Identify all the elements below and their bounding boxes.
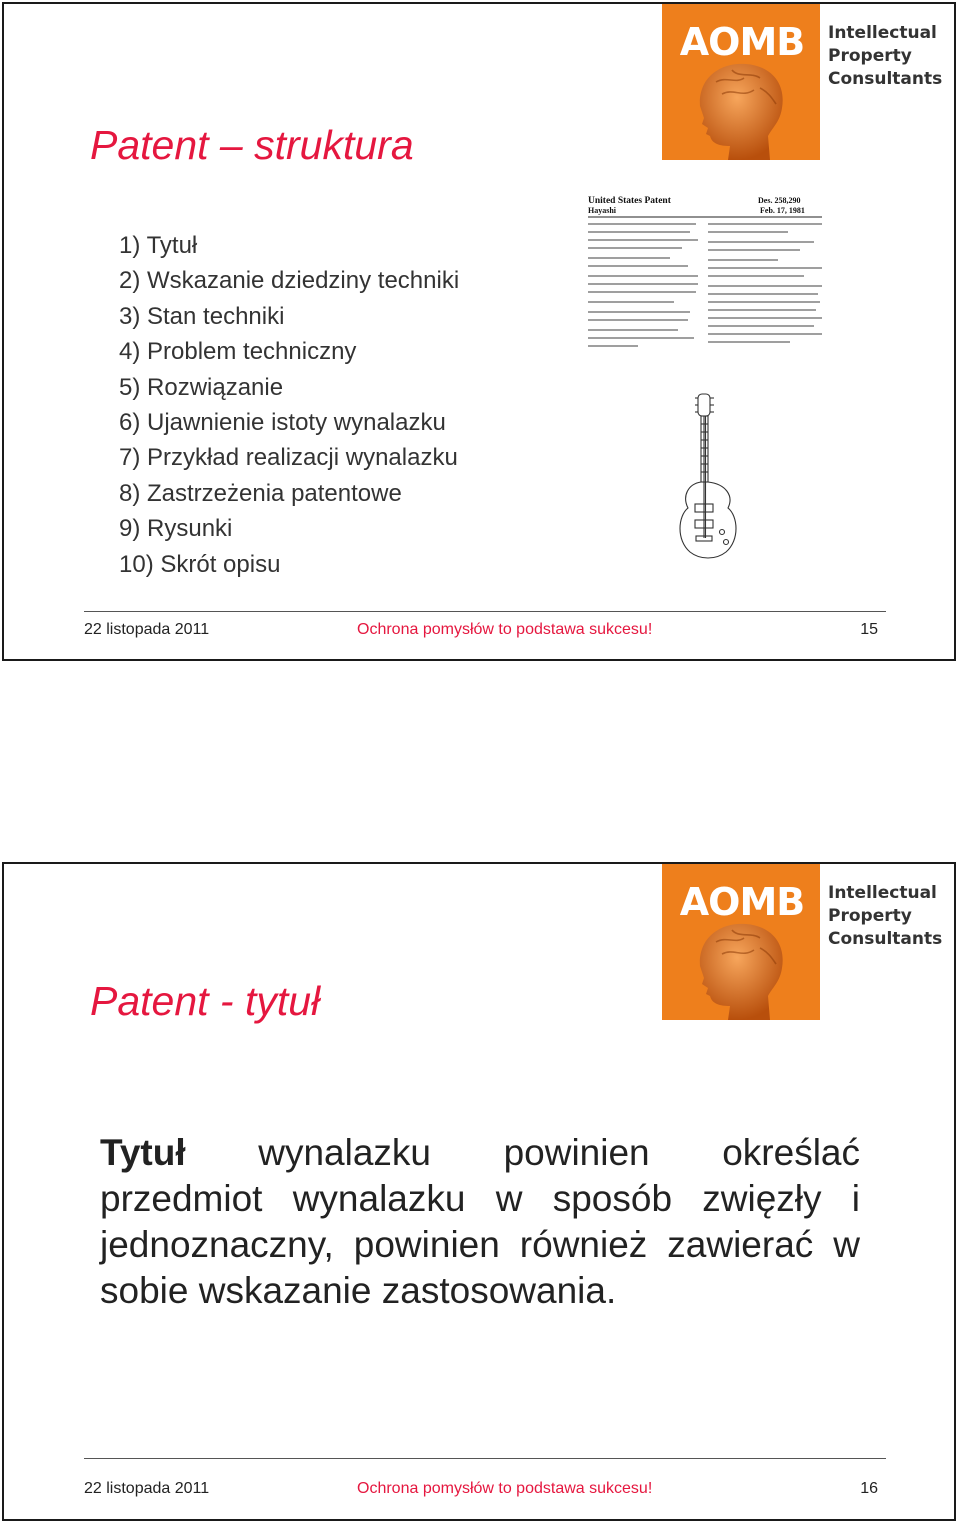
list-item: 1) Tytuł bbox=[119, 232, 198, 259]
logo-wordmark: AOMB bbox=[679, 880, 805, 924]
logo-tagline: Intellectual Property Consultants bbox=[828, 883, 943, 949]
footer-motto: Ochrona pomysłów to podstawa sukcesu! bbox=[357, 1480, 653, 1497]
brain-head-icon bbox=[672, 908, 812, 1020]
paragraph-line: sobie wskazanie zastosowania. bbox=[100, 1270, 617, 1311]
list-item: 5) Rozwiązanie bbox=[119, 373, 284, 401]
svg-text:United States Patent: United States Patent bbox=[588, 196, 671, 206]
footer-date: 22 listopada 2011 bbox=[84, 1480, 210, 1497]
footer-motto: Ochrona pomysłów to podstawa sukcesu! bbox=[357, 621, 653, 638]
list-item: 4) Problem techniczny bbox=[119, 338, 357, 366]
slide-15 bbox=[2, 2, 956, 661]
title-description-paragraph bbox=[100, 1130, 860, 1314]
list-item: 6) Ujawnienie istoty wynalazku bbox=[119, 409, 446, 437]
footer-divider bbox=[84, 611, 886, 612]
logo-tagline: Intellectual Property Consultants bbox=[828, 23, 943, 89]
slide-title: Patent – struktura bbox=[90, 122, 414, 168]
svg-text:Des. 258,290: Des. 258,290 bbox=[758, 196, 801, 205]
list-item: 7) Przykład realizacji wynalazku bbox=[119, 444, 458, 472]
paragraph-line: Tytuł wynalazku powinien określać bbox=[100, 1132, 860, 1173]
structure-list bbox=[119, 228, 459, 582]
page-number: 16 bbox=[860, 1480, 878, 1497]
aomb-logo bbox=[662, 864, 954, 1020]
footer-divider bbox=[84, 1458, 886, 1459]
list-item: 9) Rysunki bbox=[119, 515, 233, 543]
logo-wordmark: AOMB bbox=[679, 20, 805, 64]
list-item: 2) Wskazanie dziedziny techniki bbox=[119, 267, 460, 295]
slide-title: Patent - tytuł bbox=[90, 978, 321, 1024]
list-item: 10) Skrót opisu bbox=[119, 550, 281, 578]
patent-document-image bbox=[578, 190, 830, 352]
footer-date: 22 listopada 2011 bbox=[84, 621, 210, 638]
aomb-logo bbox=[662, 4, 954, 160]
svg-text:Feb. 17, 1981: Feb. 17, 1981 bbox=[760, 206, 805, 215]
paragraph-lead: Tytuł bbox=[100, 1132, 186, 1173]
paragraph-line: przedmiot wynalazku w sposób zwięzły i bbox=[100, 1178, 860, 1219]
list-item: 8) Zastrzeżenia patentowe bbox=[119, 479, 402, 507]
paragraph-line: jednoznaczny, powinien również zawierać w bbox=[100, 1224, 860, 1265]
guitar-drawing-icon bbox=[668, 392, 752, 562]
page-number: 15 bbox=[860, 621, 878, 638]
list-item: 3) Stan techniki bbox=[119, 302, 285, 330]
brain-head-icon bbox=[672, 48, 812, 160]
svg-text:Hayashi: Hayashi bbox=[588, 206, 617, 215]
